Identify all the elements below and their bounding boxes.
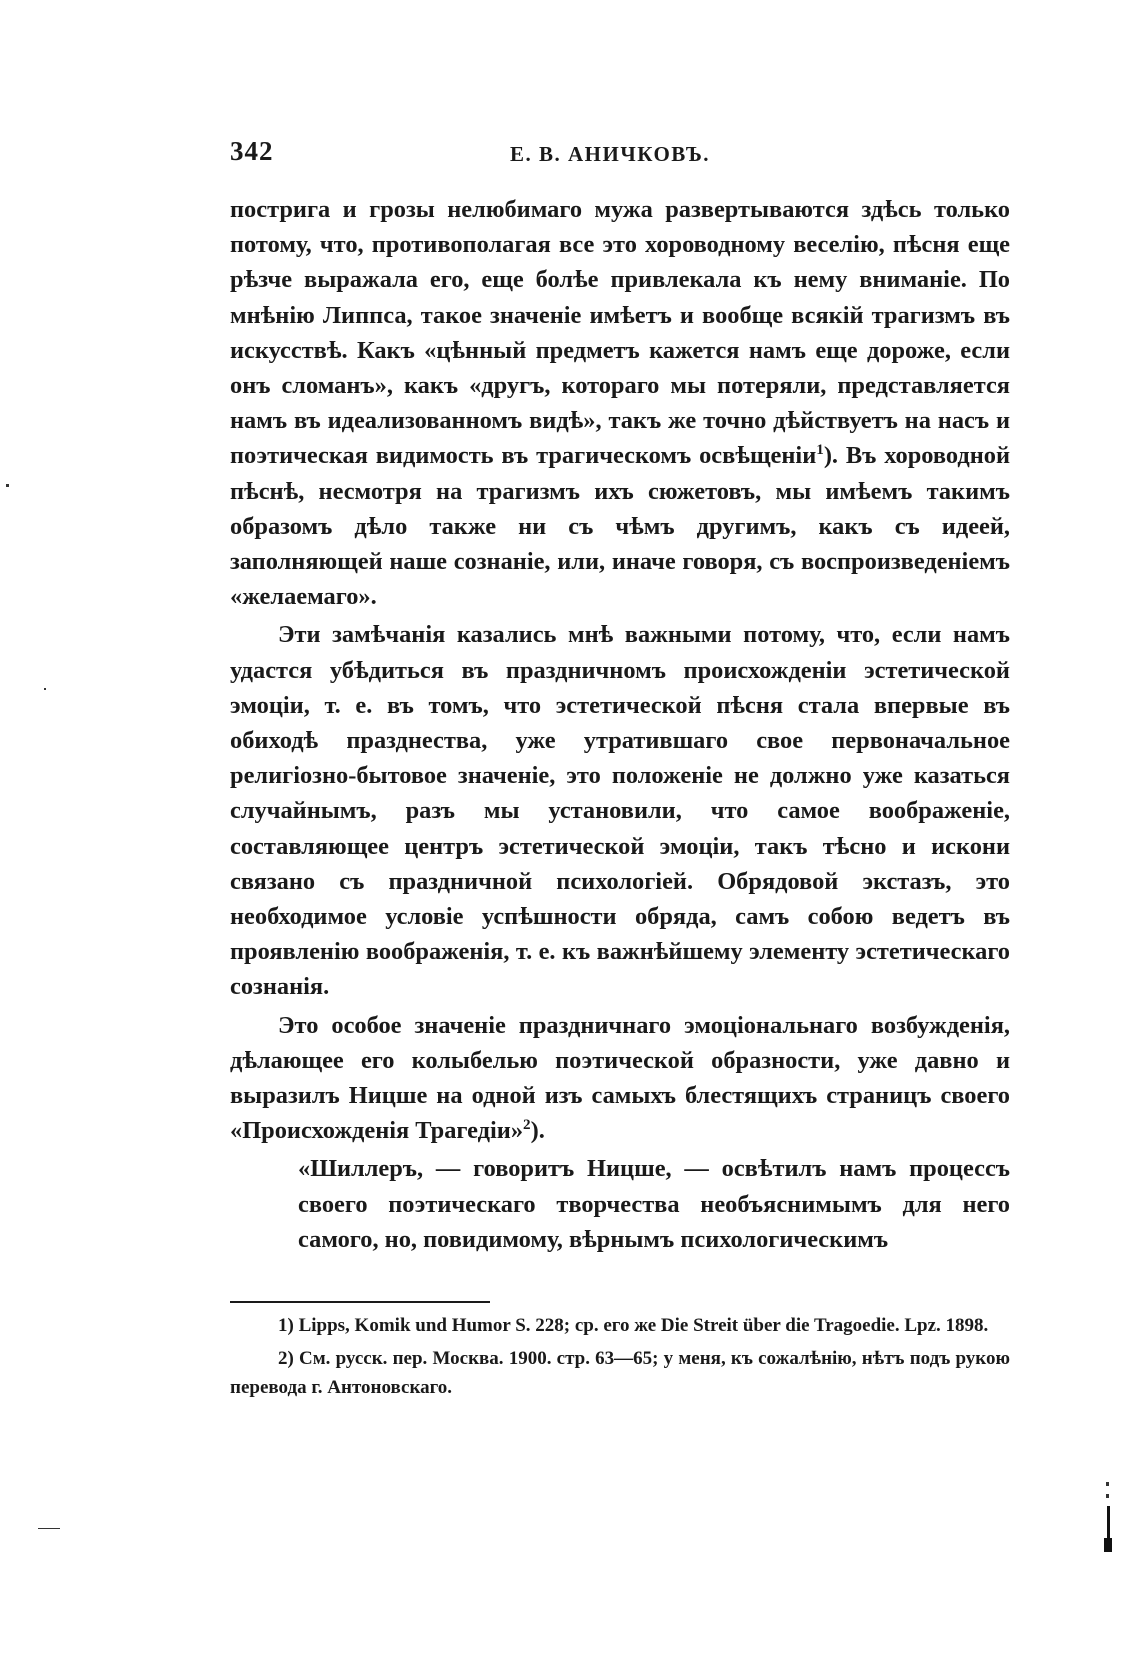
footnote-ref: 2 (523, 1117, 531, 1134)
footnote-ref: 1 (816, 442, 824, 459)
scan-speck (6, 484, 9, 487)
scan-speck (1104, 1538, 1112, 1552)
paragraph-text: пострига и грозы нелюбимаго мужа развертываются здѣсь только потому, что, противополагая все это хороводному веселію, пѣсня еще рѣзче выражала его, еще болѣе привлекала къ нему вниманіе. По мнѣнію Липпса, такое значеніе имѣетъ и вообще всякій трагизмъ въ искусствѣ. Какъ «цѣнный предметъ кажется намъ еще дороже, если онъ сломанъ», какъ «другъ, котораго мы потеряли, представляется намъ въ идеализованномъ видѣ», такъ же точно дѣйствуетъ на насъ и поэтическая видимость въ трагическомъ освѣщеніи (230, 196, 1010, 470)
scan-speck (38, 1528, 60, 1529)
scan-speck (1106, 1482, 1109, 1486)
book-page (230, 136, 1010, 1402)
paragraph-1 (230, 192, 1010, 614)
running-head: Е. В. АНИЧКОВЪ. (510, 142, 711, 166)
quote-text: «Шиллеръ, — говоритъ Ницше, — освѣтилъ намъ процессъ своего поэтическаго творчества необъяснимымъ для него самого, но, повидимому, вѣрнымъ психологическимъ (298, 1155, 1010, 1253)
footnote-2: 2) См. русск. пер. Москва. 1900. стр. 63—65; у меня, къ сожалѣнію, нѣтъ подъ рукою перевода г. Антоновскаго. (230, 1348, 1010, 1399)
footnote-1: 1) Lipps, Komik und Humor S. 228; ср. его же Die Streit über die Tragoedie. Lpz. 1898. (278, 1315, 989, 1337)
page-number: 342 (230, 136, 274, 166)
page-header (230, 136, 1010, 176)
paragraph-text-continued: ). (530, 1117, 545, 1145)
paragraph-text: Эти замѣчанія казались мнѣ важными потому, что, если намъ удастся убѣдиться въ праздничномъ происхожденіи эстетической эмоціи, т. е. въ томъ, что эстетической пѣсня стала впервые въ обиходѣ празднества, уже утратившаго свое первоначальное религіозно-бытовое значеніе, это положеніе не должно уже казаться случайнымъ, разъ мы установили, что самое воображеніе, составляющее центръ эстетической эмоціи, такъ тѣсно и искони связано съ праздничной психологіей. Обрядовой экстазъ, это необходимое условіе успѣшности обряда, самъ собою ведетъ въ проявленію воображенія, т. е. къ важнѣйшему элементу эстетическаго сознанія. (230, 621, 1010, 1001)
block-quote (298, 1151, 1010, 1257)
footnotes (230, 1311, 1010, 1402)
scan-speck (44, 688, 46, 690)
paragraph-2 (230, 617, 1010, 1004)
footnote-divider (230, 1301, 490, 1303)
paragraph-text: Это особое значеніе праздничнаго эмоціональнаго возбужденія, дѣлающее его колыбелью поэтической образности, уже давно и выразилъ Ницше на одной изъ самыхъ блестящихъ страницъ своего «Происхожденія Трагедіи» (230, 1011, 1010, 1145)
body-text (230, 192, 1010, 1257)
scan-speck (1106, 1494, 1109, 1498)
paragraph-3 (230, 1008, 1010, 1149)
paragraph-text-continued: ). Въ хороводной пѣснѣ, несмотря на трагизмъ ихъ сюжетовъ, мы имѣемъ такимъ образомъ дѣло также ни съ чѣмъ другимъ, какъ съ идеей, заполняющей наше сознаніе, или, иначе говоря, съ воспроизведеніемъ «желаемаго». (230, 442, 1010, 611)
